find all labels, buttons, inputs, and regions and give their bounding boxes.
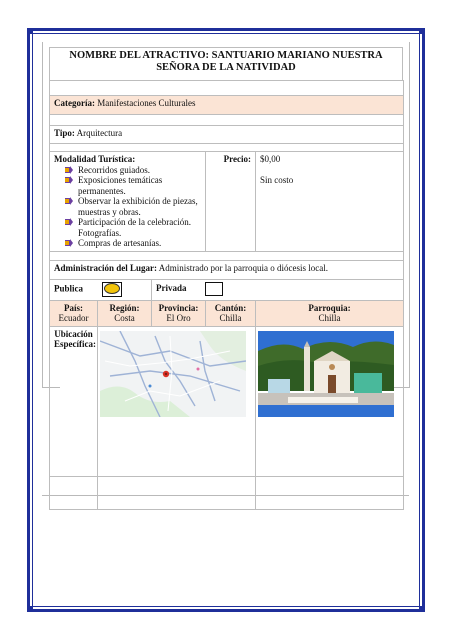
- categoria-value: Manifestaciones Culturales: [94, 98, 196, 108]
- modalidad-label: Modalidad Turística:: [54, 154, 136, 164]
- publica-checkbox[interactable]: [102, 282, 122, 297]
- publica-label: Publica: [54, 283, 84, 294]
- arrow-bullet-icon: [64, 239, 73, 247]
- pais-value: Ecuador: [58, 313, 89, 323]
- list-item: Exposiciones temáticas permanentes.: [64, 175, 201, 196]
- provincia-value: El Oro: [166, 313, 191, 323]
- location-map[interactable]: [100, 331, 246, 417]
- guide-line: [409, 42, 410, 387]
- selected-oval-icon: [104, 283, 120, 294]
- region-value: Costa: [114, 313, 135, 323]
- church-photo-graphic: [258, 331, 394, 417]
- list-item: Compras de artesanías.: [64, 238, 201, 249]
- ubicacion-header-row: [50, 300, 404, 326]
- tipo-row: [50, 126, 404, 144]
- administracion-row: [50, 260, 404, 279]
- parroquia-header: Parroquia:: [308, 302, 351, 313]
- categoria-row: [50, 96, 404, 115]
- list-item: Participación de la celebración.: [64, 217, 201, 228]
- corner-ornament: [27, 28, 33, 34]
- especifica-label: Ubicación Específica:: [54, 328, 96, 349]
- provincia-header: Provincia:: [158, 302, 199, 313]
- corner-ornament: [419, 606, 425, 612]
- blank-row: [50, 476, 404, 509]
- attraction-sheet: [49, 47, 403, 510]
- gestion-row: [50, 279, 404, 300]
- especifica-row: [50, 326, 404, 476]
- administracion-label: Administración del Lugar:: [54, 262, 158, 273]
- parroquia-value: Chilla: [318, 313, 341, 323]
- corner-ornament: [27, 606, 33, 612]
- santuario-photo: [258, 331, 394, 417]
- list-item: Recorridos guiados.: [64, 165, 201, 176]
- categoria-label: Categoría:: [54, 98, 95, 108]
- arrow-bullet-icon: [64, 218, 73, 226]
- administracion-value: Administrado por la parroquia o diócesis local.: [157, 262, 328, 273]
- guide-line: [42, 42, 43, 387]
- region-header: Región:: [109, 302, 140, 313]
- page-title: NOMBRE DEL ATRACTIVO: SANTUARIO MARIANO NUESTRA SEÑORA DE LA NATIVIDAD: [49, 47, 403, 80]
- arrow-bullet-icon: [64, 176, 73, 184]
- tipo-label: Tipo:: [54, 128, 75, 138]
- canton-header: Cantón:: [214, 302, 247, 313]
- pais-header: País:: [64, 302, 83, 313]
- corner-ornament: [419, 28, 425, 34]
- list-item: Observar la exhibición de piezas, muestras y obras.: [64, 196, 201, 217]
- privada-label: Privada: [156, 282, 187, 293]
- modalidad-row: [50, 152, 404, 252]
- privada-checkbox[interactable]: [205, 282, 223, 296]
- list-item: Fotografías.: [78, 227, 122, 238]
- map-graphic: [100, 331, 246, 417]
- precio-label: Precio:: [223, 154, 251, 164]
- modalidad-list: [54, 165, 201, 249]
- precio-value: $0,00: [260, 154, 281, 164]
- precio-note: Sin costo: [260, 174, 294, 185]
- tipo-value: Arquitectura: [74, 128, 123, 138]
- arrow-bullet-icon: [64, 166, 73, 174]
- attraction-table: [49, 80, 404, 510]
- arrow-bullet-icon: [64, 197, 73, 205]
- canton-value: Chilla: [219, 313, 242, 323]
